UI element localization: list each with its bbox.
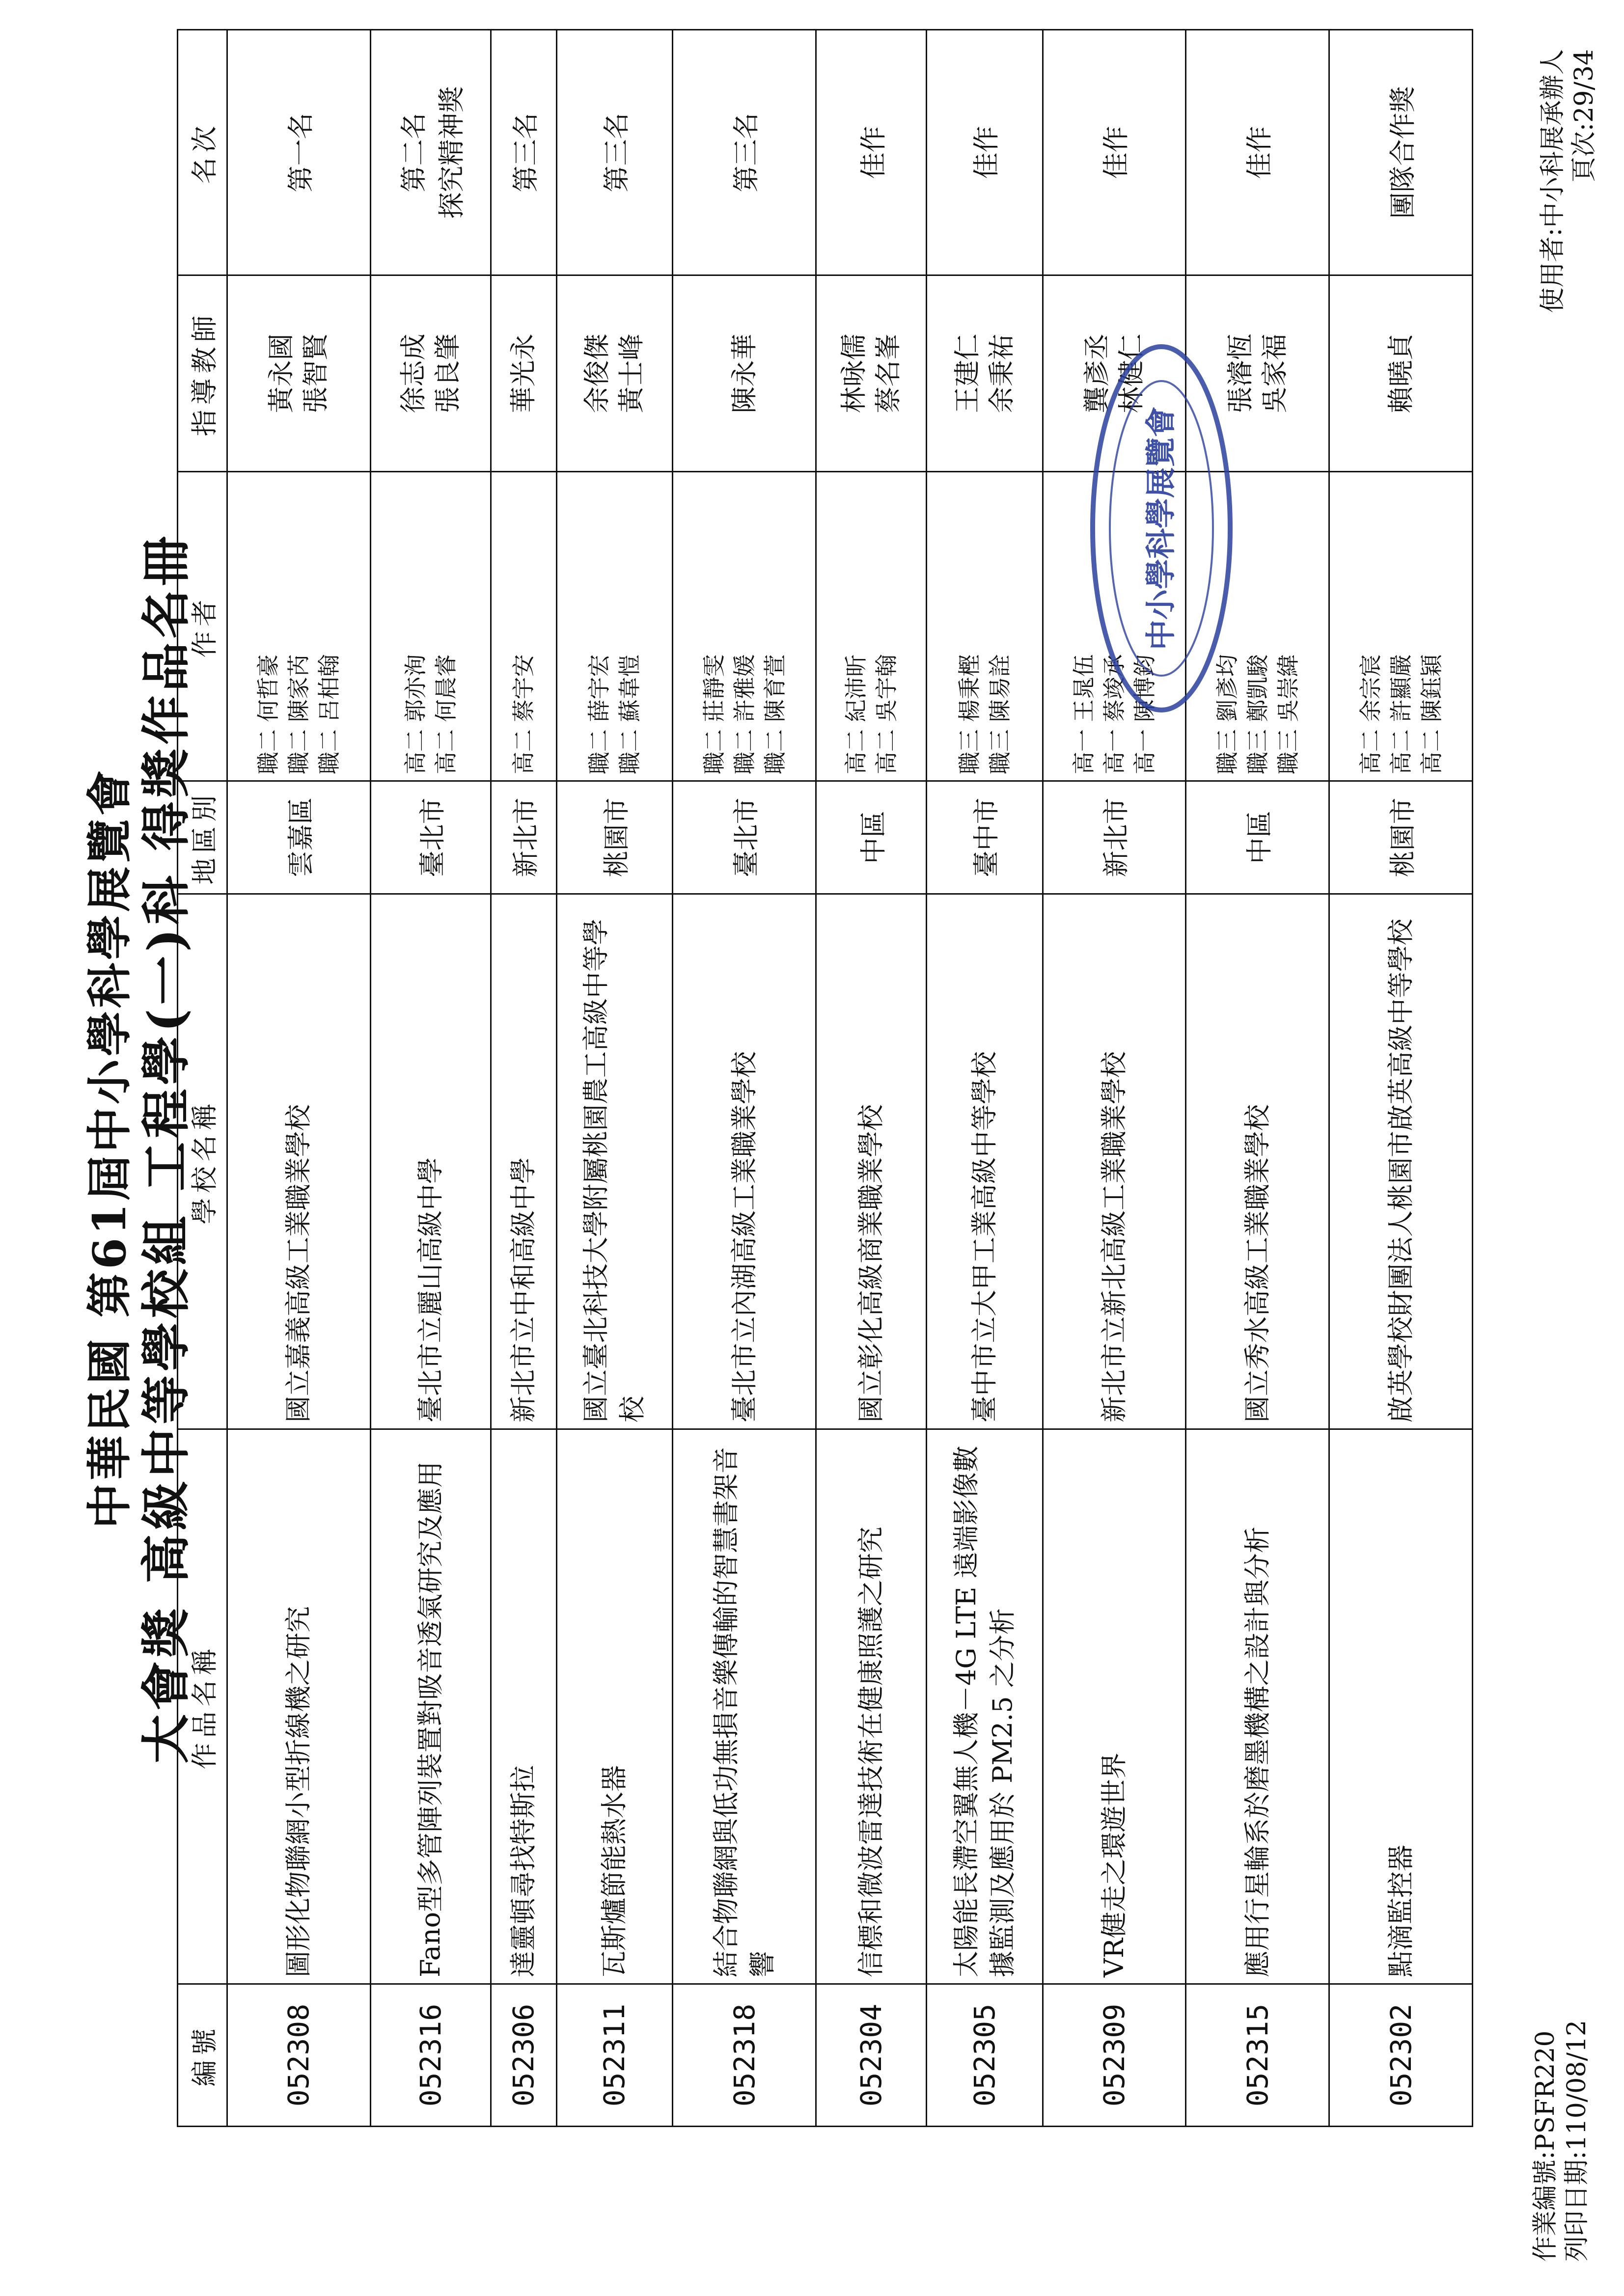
cell-teachers-line: 華光永	[508, 333, 539, 413]
cell-authors-line: 職三 楊秉樫	[956, 654, 983, 774]
cell-school: 新北市立中和高級中學	[491, 894, 557, 1429]
cell-teachers-line: 黃永國	[266, 333, 297, 413]
cell-teachers	[816, 275, 927, 472]
cell-project: Fano型多管陣列裝置對吸音透氣研究及應用	[370, 1429, 491, 1984]
cell-authors	[1329, 472, 1473, 781]
title-line-2: 大會獎 高級中等學校組 工程學(一)科 得獎作品名冊	[137, 532, 195, 1764]
cell-region: 雲嘉區	[227, 781, 371, 894]
cell-rank	[1329, 30, 1473, 275]
table-row	[556, 30, 673, 2127]
cell-authors-line: 職三 鄭凱駿	[1244, 654, 1271, 774]
cell-school: 國立秀水高級工業職業學校	[1186, 894, 1329, 1429]
header-code: 編號	[178, 1984, 227, 2127]
cell-teachers-line: 余秉祐	[986, 333, 1017, 413]
cell-school: 國立臺北科技大學附屬桃園農工高級中等學校	[556, 894, 673, 1429]
cell-authors-line: 高二 何晨睿	[432, 654, 459, 774]
header-teachers: 指導教師	[178, 275, 227, 472]
cell-teachers-line: 王建仁	[951, 333, 983, 413]
cell-rank-line: 第三名	[731, 112, 762, 192]
cell-authors	[491, 472, 557, 781]
cell-rank-line: 佳作	[971, 126, 1002, 179]
cell-project: 信標和微波雷達技術在健康照護之研究	[816, 1429, 927, 1984]
cell-teachers	[927, 275, 1043, 472]
meta-left	[1530, 2020, 1593, 2262]
awards-table	[177, 29, 1473, 2127]
cell-authors-line: 高一 王晁伍	[1070, 654, 1097, 774]
cell-rank	[556, 30, 673, 275]
cell-authors-line: 職二 呂柏翰	[316, 654, 343, 774]
header-authors: 作者	[178, 472, 227, 781]
cell-code: 052315	[1186, 1984, 1329, 2127]
cell-authors	[927, 472, 1043, 781]
cell-authors-line: 職三 吳崇緯	[1274, 654, 1301, 774]
cell-region: 臺北市	[673, 781, 816, 894]
cell-school: 國立彰化高級商業職業學校	[816, 894, 927, 1429]
cell-school: 國立嘉義高級工業職業學校	[227, 894, 371, 1429]
header-region: 地區別	[178, 781, 227, 894]
cell-rank-line: 團隊合作獎	[1387, 86, 1419, 219]
cell-code: 052308	[227, 1984, 371, 2127]
header-rank: 名次	[178, 30, 227, 275]
cell-region: 桃園市	[1329, 781, 1473, 894]
header-school: 學校名稱	[178, 894, 227, 1429]
print-date: 列印日期:110/08/12	[1562, 2020, 1592, 2262]
seal-text: 中小學科學展覽會	[1143, 406, 1179, 651]
cell-region: 臺中市	[927, 781, 1043, 894]
cell-authors-line: 高二 郭亦洵	[402, 654, 429, 774]
cell-teachers-line: 黃士峰	[616, 333, 647, 413]
cell-code: 052302	[1329, 1984, 1473, 2127]
header-project: 作品名稱	[178, 1429, 227, 1984]
cell-rank-line: 探究精神獎	[436, 86, 467, 219]
cell-teachers-line: 徐志成	[397, 333, 429, 413]
cell-authors	[816, 472, 927, 781]
cell-code: 052316	[370, 1984, 491, 2127]
cell-authors-line: 高二 余宗宸	[1357, 654, 1384, 774]
cell-authors-line: 高一 蔡竣承	[1101, 654, 1128, 774]
cell-region: 桃園市	[556, 781, 673, 894]
cell-authors-line: 職二 蘇韋愷	[616, 654, 643, 774]
cell-region: 新北市	[1043, 781, 1186, 894]
cell-teachers-line: 張智賢	[300, 333, 331, 413]
cell-project: 達靈頓尋找特斯拉	[491, 1429, 557, 1984]
cell-rank-line: 佳作	[1101, 126, 1132, 179]
table-row	[927, 30, 1043, 2127]
job-code: 作業編號:PSFR220	[1531, 2030, 1560, 2262]
cell-school: 臺北市立麗山高級中學	[370, 894, 491, 1429]
cell-code: 052305	[927, 1984, 1043, 2127]
cell-project: VR健走之環遊世界	[1043, 1429, 1186, 1984]
cell-teachers	[556, 275, 673, 472]
cell-region: 中區	[816, 781, 927, 894]
cell-rank	[370, 30, 491, 275]
cell-teachers-line: 林咏儒	[838, 333, 869, 413]
cell-authors-line: 職二 莊靜雯	[700, 654, 727, 774]
cell-school: 臺中市立大甲工業高級中等學校	[927, 894, 1043, 1429]
cell-rank	[491, 30, 557, 275]
cell-teachers	[370, 275, 491, 472]
cell-rank-line: 第一名	[285, 112, 316, 192]
cell-authors-line: 職三 陳易詮	[986, 654, 1013, 774]
cell-authors	[556, 472, 673, 781]
cell-teachers-line: 賴曉貞	[1385, 333, 1416, 413]
cell-rank	[927, 30, 1043, 275]
cell-school: 新北市立新北高級工業職業學校	[1043, 894, 1186, 1429]
cell-region: 中區	[1186, 781, 1329, 894]
cell-authors-line: 職二 陳育萱	[761, 654, 788, 774]
cell-rank	[1186, 30, 1329, 275]
cell-authors	[227, 472, 371, 781]
cell-code: 052318	[673, 1984, 816, 2127]
cell-project: 瓦斯爐節能熱水器	[556, 1429, 673, 1984]
cell-teachers-line: 張良肇	[432, 333, 463, 413]
page-number: 頁次:29/34	[1569, 49, 1599, 183]
cell-teachers	[227, 275, 371, 472]
cell-rank-line: 第三名	[510, 112, 541, 192]
table-row	[227, 30, 371, 2127]
cell-authors-line: 高二 陳鈺穎	[1418, 654, 1445, 774]
table-row	[816, 30, 927, 2127]
table-row	[491, 30, 557, 2127]
cell-authors-line: 高二 蔡宇安	[510, 654, 537, 774]
cell-authors-line: 高二 吳宇翰	[873, 654, 900, 774]
cell-teachers-line: 余俊傑	[581, 333, 613, 413]
user-label: 使用者:中小科展承辦人	[1538, 49, 1568, 313]
table-row	[370, 30, 491, 2127]
cell-rank-line: 第二名	[398, 112, 429, 192]
cell-rank	[1043, 30, 1186, 275]
cell-rank	[227, 30, 371, 275]
cell-code: 052309	[1043, 1984, 1186, 2127]
cell-code: 052311	[556, 1984, 673, 2127]
table-header-row	[178, 30, 227, 2127]
cell-project: 太陽能長滯空翼無人機－4G LTE 遠端影像數據監測及應用於 PM2.5 之分析	[927, 1429, 1043, 1984]
cell-rank	[673, 30, 816, 275]
cell-region: 新北市	[491, 781, 557, 894]
cell-teachers-line: 陳永華	[728, 333, 760, 413]
cell-rank	[816, 30, 927, 275]
cell-rank-line: 佳作	[857, 126, 889, 179]
cell-teachers	[673, 275, 816, 472]
cell-code: 052306	[491, 1984, 557, 2127]
cell-authors-line: 職二 許雅媛	[731, 654, 758, 774]
cell-school: 啟英學校財團法人桃園市啟英高級中等學校	[1329, 894, 1473, 1429]
cell-region: 臺北市	[370, 781, 491, 894]
cell-project: 圖形化物聯網小型折線機之研究	[227, 1429, 371, 1984]
cell-authors-line: 職二 陳家芮	[285, 654, 312, 774]
cell-project: 應用行星輪系於磨墨機構之設計與分析	[1186, 1429, 1329, 1984]
title-line-1: 中華民國 第61屆中小學科學展覽會	[83, 767, 136, 1529]
cell-authors	[673, 472, 816, 781]
cell-teachers	[491, 275, 557, 472]
cell-school: 臺北市立內湖高級工業職業學校	[673, 894, 816, 1429]
cell-teachers-line: 張濬恆	[1224, 333, 1256, 413]
cell-teachers-line: 蔡名峯	[873, 333, 904, 413]
cell-teachers-line: 龔彥丞	[1081, 333, 1112, 413]
cell-authors-line: 職二 何哲豪	[255, 654, 282, 774]
cell-authors-line: 高二 許顯嚴	[1387, 654, 1414, 774]
cell-rank-line: 第三名	[601, 112, 632, 192]
cell-authors-line: 職三 劉彥均	[1213, 654, 1240, 774]
cell-authors-line: 高一 陳博鈞	[1131, 654, 1158, 774]
organization-seal-stamp	[1088, 342, 1235, 715]
cell-authors	[370, 472, 491, 781]
table-row	[1329, 30, 1473, 2127]
cell-authors-line: 高二 紀沛昕	[843, 654, 869, 774]
cell-authors-line: 職二 薛宇宏	[586, 654, 613, 774]
meta-right	[1537, 49, 1600, 313]
cell-teachers-line: 林健仁	[1115, 333, 1147, 413]
cell-teachers-line: 吳家福	[1259, 333, 1290, 413]
cell-teachers	[1329, 275, 1473, 472]
cell-project: 結合物聯網與低功無損音樂傳輸的智慧書架音響	[673, 1429, 816, 1984]
table-row	[673, 30, 816, 2127]
cell-code: 052304	[816, 1984, 927, 2127]
cell-project: 點滴監控器	[1329, 1429, 1473, 1984]
cell-rank-line: 佳作	[1244, 126, 1275, 179]
